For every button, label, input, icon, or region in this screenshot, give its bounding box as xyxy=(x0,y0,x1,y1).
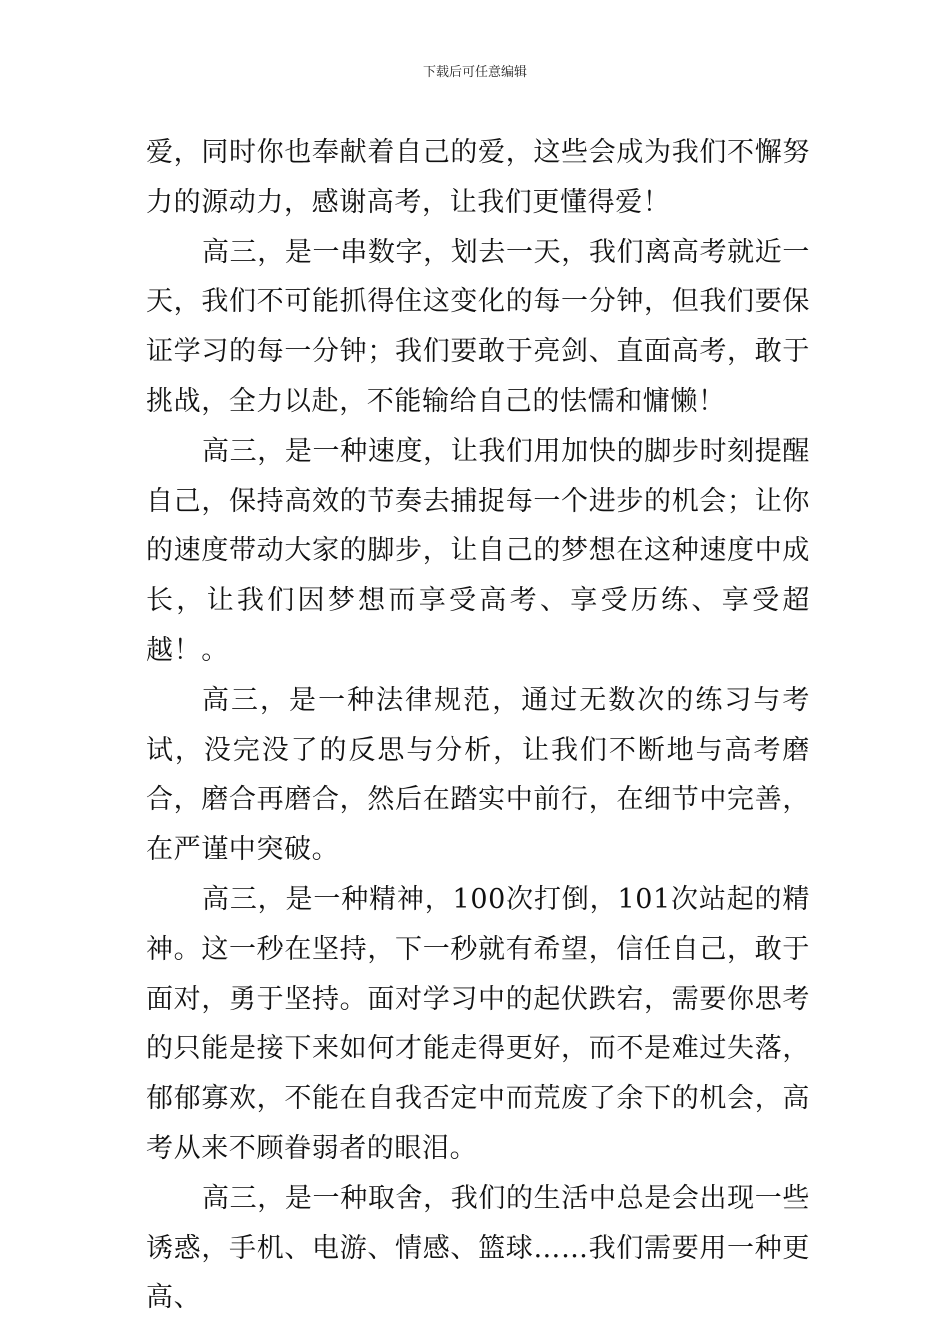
paragraph-6: 高三，是一种取舍，我们的生活中总是会出现一些诱惑，手机、电游、情感、篮球……我们需要用一种更高、 xyxy=(146,1182,810,1314)
paragraph-2: 高三，是一串数字，划去一天，我们离高考就近一天，我们不可能抓得住这变化的每一分钟，但我们要保证学习的每一分钟；我们要敢于亮剑、直面高考，敢于挑战，全力以赴，不能输给自己的怯懦和慵懒！ xyxy=(146,236,810,417)
paragraph-3: 高三，是一种速度，让我们用加快的脚步时刻提醒自己，保持高效的节奏去捕捉每一个进步的机会；让你的速度带动大家的脚步，让自己的梦想在这种速度中成长，让我们因梦想而享受高考、享受历练、享受超越！。 xyxy=(146,435,810,666)
paragraph-1: 爱，同时你也奉献着自己的爱，这些会成为我们不懈努力的源动力，感谢高考，让我们更懂得爱！ xyxy=(146,137,810,218)
page-header: 下载后可任意编辑 xyxy=(422,65,527,80)
document-body xyxy=(146,128,810,1323)
paragraph-4: 高三，是一种法律规范，通过无数次的练习与考试，没完没了的反思与分析，让我们不断地与高考磨合，磨合再磨合，然后在踏实中前行，在细节中完善，在严谨中突破。 xyxy=(146,684,810,866)
paragraph-5: 高三，是一种精神，100次打倒，101次站起的精神。这一秒在坚持，下一秒就有希望，信任自己，敢于面对，勇于坚持。面对学习中的起伏跌宕，需要你思考的只能是接下来如何才能走得更好，而不是难过失落，郁郁寡欢，不能在自我否定中而荒废了余下的机会，高考从来不顾眷弱者的眼泪。 xyxy=(146,883,810,1164)
